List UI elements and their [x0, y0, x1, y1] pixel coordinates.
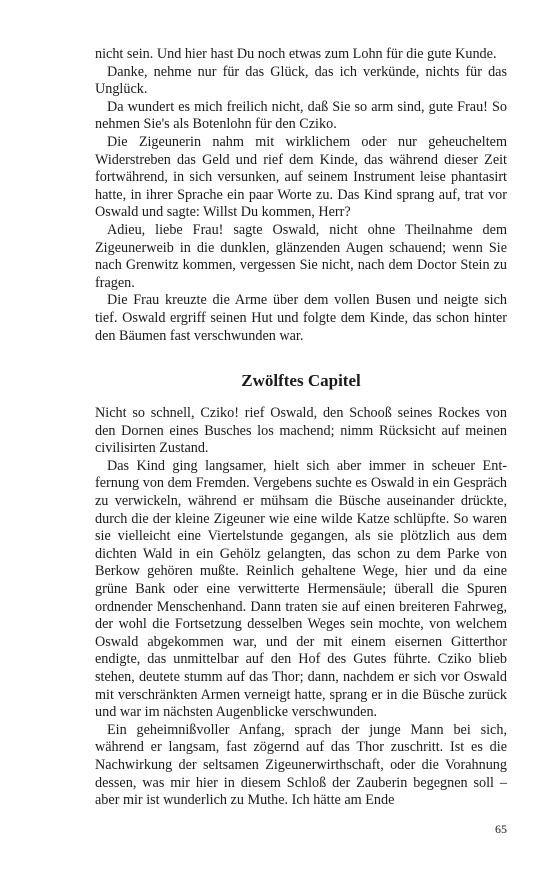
paragraph: nicht sein. Und hier hast Du noch etwas zum Lohn für die gute Kunde.: [95, 46, 497, 62]
chapter-title: Zwölftes Capitel: [241, 371, 361, 391]
paragraph: Ein geheimnißvoller Anfang, sprach der junge Mann bei sich, während er langsam, fast zögernd auf das Thor zuschritt. Ist es die Nachwirkung der seltsamen Zigeunerwirthschaft, oder die Vorahnung dessen, was mir hier in diesem Schloß der Zauberin begegnen soll – aber mir ist wunderlich zu Muthe. Ich hätte am Ende: [95, 721, 507, 809]
paragraph: Da wundert es mich freilich nicht, daß Sie so arm sind, gute Frau! So nehmen Sie's als Botenlohn für den Cziko.: [95, 98, 507, 133]
paragraph: Die Frau kreuzte die Arme über dem vollen Busen und neigte sich tief. Oswald ergriff seinen Hut und folgte dem Kinde, das schon hinter den Bäumen fast verschwunden war.: [95, 292, 507, 344]
paragraph: Die Zigeunerin nahm mit wirklichem oder nur geheucheltem Widerstreben das Geld und rief dem Kinde, das während dieser Zeit fortwährend, in sich versunken, auf seinem Instrument leise phantasirt hatte, in ihrer Sprache ein paar Worte zu. Das Kind sprang auf, trat vor Oswald und sagte: Willst Du kommen, Herr?: [95, 133, 507, 221]
paragraph: Adieu, liebe Frau! sagte Oswald, nicht ohne Theilnahme dem Zigeunerweib in die dunklen, glänzenden Augen schauend; wenn Sie nach Grenwitz kommen, vergessen Sie nicht, nach dem Doctor Stein zu fragen.: [95, 221, 507, 291]
paragraph: Danke, nehme nur für das Glück, das ich verkünde, nichts für das Unglück.: [95, 63, 507, 98]
book-page-body: [95, 46, 507, 810]
page-number: 65: [495, 822, 507, 836]
paragraph: Nicht so schnell, Cziko! rief Oswald, den Schooß seines Rockes von den Dornen eines Busches los machend; nimm Rücksicht auf meinen civilisirten Zustand.: [95, 405, 507, 457]
paragraph: Das Kind ging langsamer, hielt sich aber immer in scheuer Entfernung von dem Fremden. Vergebens suchte es Oswald in ein Gespräch zu verwickeln, während er mühsam die Büsche auseinander drückte, durch die der kleine Zigeuner wie eine wilde Katze schlüpfte. So waren sie vielleicht eine Viertelstunde gegangen, als sie plötzlich aus dem dichten Wald in ein Gehölz gelangten, das schon zu dem Parke von Berkow gehören mußte. Reinlich gehaltene Wege, hier und da eine grüne Bank oder eine verwitterte Hermensäule; überall die Spuren ordnender Menschenhand. Dann traten sie auf einen breiteren Fahrweg, der wohl die Fortsetzung desselben Weges sein mochte, von welchem Oswald abgekommen war, und der mit einem eisernen Gitterthor endigte, das unmittelbar auf den Hof des Gutes führte. Cziko blieb stehen, deutete stumm auf das Thor; dann, nachdem er sich vor Oswald mit verschränkten Armen verneigt hatte, sprang er in die Büsche zurück und war im nächsten Augenblicke verschwunden.: [95, 457, 507, 721]
